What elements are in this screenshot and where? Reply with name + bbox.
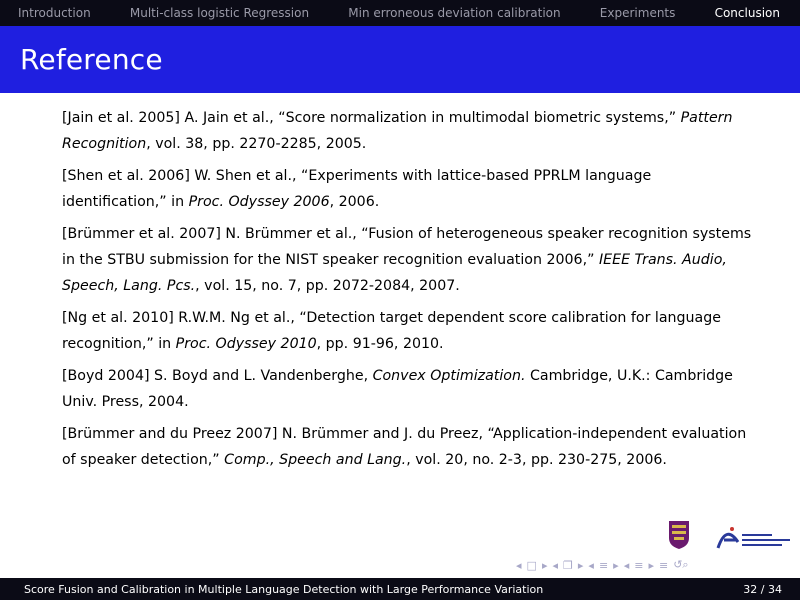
institute-logo: [716, 522, 796, 552]
beamer-navigation-controls: [516, 556, 796, 574]
footer-presentation-title: Score Fusion and Calibration in Multiple Language Detection with Large Performance Variation: [24, 582, 544, 596]
reference-details: Cambridge, U.K.: Cambridge Univ. Press, 2004.: [62, 368, 733, 410]
reference-details: , pp. 91-96, 2010.: [316, 336, 444, 352]
reference-list: [62, 105, 752, 479]
nav-right-arrow-icon[interactable]: ▸: [577, 558, 584, 572]
reference-details: , 2006.: [329, 194, 380, 210]
reference-title: “Fusion of heterogeneous speaker recognition systems in the STBU submission for the NIST speaker recognition evaluation 2006,”: [62, 226, 752, 268]
university-crest-logo: [668, 520, 690, 550]
frame-title: Reference: [20, 43, 163, 76]
document-icon[interactable]: ≡: [634, 558, 644, 572]
nav-left-arrow-icon[interactable]: ◂: [552, 558, 558, 572]
reference-authors: A. Jain et al.,: [184, 110, 274, 126]
section-navbar: [0, 0, 800, 26]
reference-key: [Brümmer et al. 2007]: [62, 226, 221, 242]
reference-authors: W. Shen et al.,: [194, 168, 297, 184]
reference-key: [Jain et al. 2005]: [62, 110, 180, 126]
reference-item: [62, 105, 752, 157]
reference-key: [Boyd 2004]: [62, 368, 150, 384]
page-number: 32 / 34: [743, 582, 782, 596]
reference-key: [Ng et al. 2010]: [62, 310, 174, 326]
nav-left-arrow-icon[interactable]: ◂: [623, 558, 630, 572]
reference-venue: Proc. Odyssey 2006: [188, 194, 330, 210]
reference-item: [62, 221, 752, 299]
reference-title: “Score normalization in multimodal biometric systems,”: [278, 110, 677, 126]
reference-item: [62, 305, 752, 357]
reference-key: [Shen et al. 2006]: [62, 168, 190, 184]
nav-item-multi-class-logistic-regression[interactable]: Multi-class logistic Regression: [129, 6, 310, 20]
nav-item-conclusion[interactable]: Conclusion: [714, 6, 780, 20]
nav-left-arrow-icon[interactable]: ◂: [516, 558, 522, 572]
reference-item: [62, 163, 752, 215]
nav-item-min-erroneous-deviation-calibration[interactable]: Min erroneous deviation calibration: [348, 6, 561, 20]
frame-title-bar: [0, 26, 800, 93]
reference-authors: S. Boyd and L. Vandenberghe,: [154, 368, 369, 384]
search-back-icon[interactable]: ↺⌕: [673, 558, 689, 571]
reference-item: [62, 421, 752, 473]
reference-title: “Application-independent evaluation of speaker detection,”: [62, 426, 747, 468]
reference-title: “Experiments with lattice-based PPRLM language identification,” in: [62, 168, 652, 210]
reference-key: [Brümmer and du Preez 2007]: [62, 426, 278, 442]
nav-right-arrow-icon[interactable]: ▸: [648, 558, 654, 572]
logo-area: [664, 518, 800, 558]
nav-item-introduction[interactable]: Introduction: [18, 6, 91, 20]
reference-title: “Detection target dependent score calibration for language recognition,” in: [62, 310, 721, 352]
subsection-icon[interactable]: ❐: [563, 558, 573, 572]
nav-right-arrow-icon[interactable]: ▸: [541, 558, 548, 572]
reference-item: [62, 363, 752, 415]
footer-bar: [0, 578, 800, 600]
reference-details: , vol. 38, pp. 2270-2285, 2005.: [146, 136, 367, 152]
nav-right-arrow-icon[interactable]: ▸: [613, 558, 619, 572]
reference-details: , vol. 20, no. 2-3, pp. 230-275, 2006.: [406, 452, 667, 468]
reference-venue: IEEE Trans. Audio, Speech, Lang. Pcs.: [62, 252, 727, 294]
reference-venue: Proc. Odyssey 2010: [175, 336, 317, 352]
appendix-icon[interactable]: ≡: [658, 558, 669, 572]
reference-details: , vol. 15, no. 7, pp. 2072-2084, 2007.: [195, 278, 460, 294]
reference-venue: Pattern Recognition: [62, 110, 733, 152]
reference-authors: N. Brümmer et al.,: [225, 226, 357, 242]
frame-icon[interactable]: □: [526, 558, 537, 572]
reference-venue: Comp., Speech and Lang.: [224, 452, 407, 468]
reference-authors: R.W.M. Ng et al.,: [178, 310, 295, 326]
reference-venue: Convex Optimization.: [372, 368, 526, 384]
reference-authors: N. Brümmer and J. du Preez,: [281, 426, 483, 442]
nav-item-experiments[interactable]: Experiments: [599, 6, 676, 20]
section-icon[interactable]: ≡: [598, 558, 609, 572]
nav-left-arrow-icon[interactable]: ◂: [588, 558, 594, 572]
